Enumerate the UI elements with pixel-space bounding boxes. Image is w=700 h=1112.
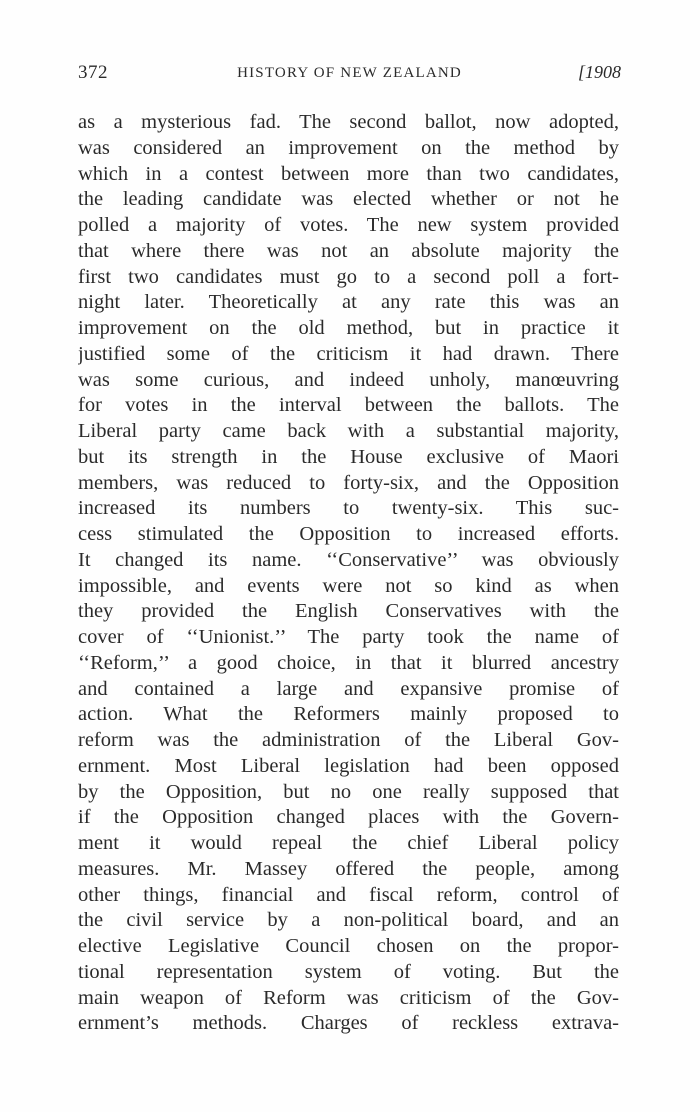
text-line: first two candidates must go to a second poll a fort- [78,265,619,288]
page-header [78,62,621,86]
text-line: for votes in the interval between the ballots. The [78,394,619,417]
text-line: improvement on the old method, but in practice it [78,317,619,339]
text-line: they provided the English Conservatives with the [78,600,619,623]
text-line: ernment’s methods. Charges of reckless extrava- [78,1012,619,1035]
text-line: ‘‘Reform,’’ a good choice, in that it blurred ancestry [78,651,619,674]
text-line: Liberal party came back with a substantial majority, [78,420,619,442]
text-line: elective Legislative Council chosen on the propor- [78,935,619,957]
text-line: was some curious, and indeed unholy, manœuvring [78,368,619,391]
text-line: justified some of the criticism it had drawn. There [78,342,619,365]
text-line: ment it would repeal the chief Liberal policy [78,832,619,854]
text-line: other things, financial and fiscal reform, control of [78,883,619,906]
text-line: polled a majority of votes. The new system provided [78,214,619,236]
text-line: night later. Theoretically at any rate this was an [78,291,619,314]
text-line: increased its numbers to twenty-six. This suc- [78,497,619,520]
text-line: if the Opposition changed places with the Govern- [78,806,619,829]
text-line: which in a contest between more than two candidates, [78,162,619,185]
text-line: action. What the Reformers mainly proposed to [78,703,619,726]
body-text [78,110,619,1037]
text-line: reform was the administration of the Liberal Gov- [78,729,619,751]
text-line: and contained a large and expansive promise of [78,677,619,700]
text-line: tional representation system of voting. But the [78,960,619,983]
text-line: impossible, and events were not so kind as when [78,574,619,597]
text-line: cover of ‘‘Unionist.’’ The party took the name of [78,626,619,648]
text-line: measures. Mr. Massey offered the people, among [78,857,619,880]
text-line: ernment. Most Liberal legislation had been opposed [78,754,619,777]
text-line: by the Opposition, but no one really supposed that [78,780,619,803]
running-title: HISTORY OF NEW ZEALAND [237,65,462,81]
text-line: the civil service by a non-political board, and an [78,909,619,932]
text-line: was considered an improvement on the method by [78,136,619,159]
text-line: the leading candidate was elected whether or not he [78,188,619,211]
page-number: 372 [78,62,108,83]
text-line: members, was reduced to forty-six, and the Opposition [78,471,619,494]
text-line: It changed its name. ‘‘Conservative’’ was obviously [78,548,619,571]
text-line: main weapon of Reform was criticism of the Gov- [78,986,619,1009]
text-line: that where there was not an absolute majority the [78,239,619,262]
header-year: [1908 [577,62,621,82]
text-line: but its strength in the House exclusive of Maori [78,445,619,468]
text-line: cess stimulated the Opposition to increased efforts. [78,523,619,545]
text-line: as a mysterious fad. The second ballot, now adopted, [78,111,619,133]
